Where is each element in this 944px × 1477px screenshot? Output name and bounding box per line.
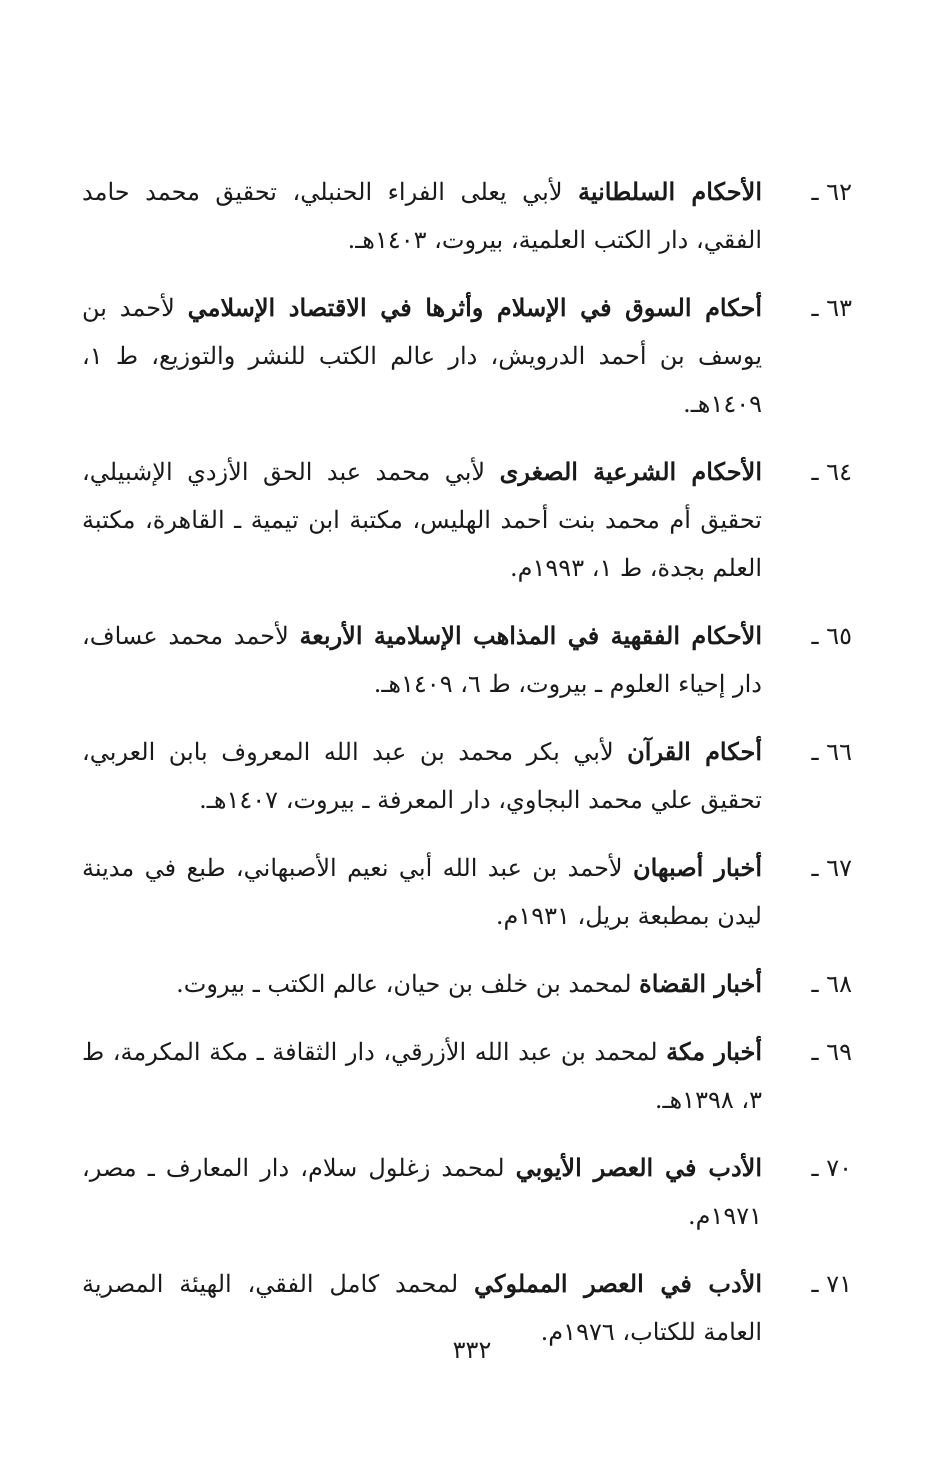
bibliography-entry — [82, 284, 852, 428]
entry-body — [82, 1144, 762, 1240]
bibliography-entry — [82, 1028, 852, 1124]
entry-number: ٦٦ ـ — [811, 738, 852, 766]
entry-text: لمحمد بن خلف بن حيان، عالم الكتب ـ بيروت. — [176, 970, 640, 998]
page-number: ٣٣٢ — [452, 1336, 492, 1364]
entry-title: أخبار مكة — [666, 1037, 762, 1066]
entry-body — [82, 960, 762, 1008]
entry-number: ٧٠ ـ — [811, 1154, 852, 1182]
entry-title: الأدب في العصر الأيوبي — [515, 1153, 762, 1182]
entry-text: لأحمد بن يوسف بن أحمد الدرويش، دار عالم الكتب للنشر والتوزيع، ط ١، ١٤٠٩هـ. — [82, 294, 762, 418]
entry-number: ٦٤ ـ — [811, 458, 852, 486]
entry-number: ٦٥ ـ — [811, 622, 852, 650]
bibliography-entry — [82, 448, 852, 592]
entry-text: لمحمد كامل الفقي، الهيئة المصرية العامة للكتاب، ١٩٧٦م. — [82, 1270, 762, 1346]
entry-number: ٧١ ـ — [811, 1270, 852, 1298]
bibliography-entry — [82, 844, 852, 940]
bibliography-entry — [82, 728, 852, 824]
entry-body — [82, 844, 762, 940]
entry-title: الأحكام السلطانية — [578, 177, 762, 206]
entry-text: لأحمد بن عبد الله أبي نعيم الأصبهاني، طبع في مدينة ليدن بمطبعة بريل، ١٩٣١م. — [82, 854, 762, 930]
entry-title: أحكام السوق في الإسلام وأثرها في الاقتصاد الإسلامي — [187, 293, 762, 322]
entry-title: الأحكام الشرعية الصغرى — [499, 457, 762, 486]
bibliography-list — [82, 168, 852, 1376]
entry-title: الأدب في العصر المملوكي — [474, 1269, 763, 1298]
entry-title: أخبار أصبهان — [632, 853, 762, 882]
entry-body — [82, 1028, 762, 1124]
entry-number: ٦٨ ـ — [811, 970, 852, 998]
entry-body — [82, 284, 762, 428]
entry-text: لأبي بكر محمد بن عبد الله المعروف بابن العربي، تحقيق علي محمد البجاوي، دار المعرفة ـ بيروت، ١٤٠٧هـ. — [82, 738, 762, 814]
entry-body — [82, 168, 762, 264]
entry-number: ٦٩ ـ — [811, 1038, 852, 1066]
entry-text: لأبي يعلى الفراء الحنبلي، تحقيق محمد حامد الفقي، دار الكتب العلمية، بيروت، ١٤٠٣هـ. — [82, 178, 762, 254]
entry-number: ٦٧ ـ — [811, 854, 852, 882]
entry-body — [82, 612, 762, 708]
entry-text: لمحمد زغلول سلام، دار المعارف ـ مصر، ١٩٧١م. — [82, 1154, 762, 1230]
bibliography-entry — [82, 1144, 852, 1240]
bibliography-entry — [82, 168, 852, 264]
entry-title: أخبار القضاة — [639, 969, 762, 998]
entry-body — [82, 448, 762, 592]
bibliography-entry — [82, 960, 852, 1008]
bibliography-entry — [82, 612, 852, 708]
entry-text: لأبي محمد عبد الحق الأزدي الإشبيلي، تحقيق أم محمد بنت أحمد الهليس، مكتبة ابن تيمية ـ القاهرة، مكتبة العلم بجدة، ط ١، ١٩٩٣م. — [82, 458, 762, 582]
entry-number: ٦٣ ـ — [811, 294, 852, 322]
entry-body — [82, 728, 762, 824]
entry-text: لأحمد محمد عساف، دار إحياء العلوم ـ بيروت، ط ٦، ١٤٠٩هـ. — [82, 622, 762, 698]
entry-number: ٦٢ ـ — [811, 178, 852, 206]
entry-title: الأحكام الفقهية في المذاهب الإسلامية الأربعة — [299, 621, 763, 650]
entry-text: لمحمد بن عبد الله الأزرقي، دار الثقافة ـ مكة المكرمة، ط ٣، ١٣٩٨هـ. — [82, 1038, 762, 1114]
entry-title: أحكام القرآن — [627, 737, 762, 766]
